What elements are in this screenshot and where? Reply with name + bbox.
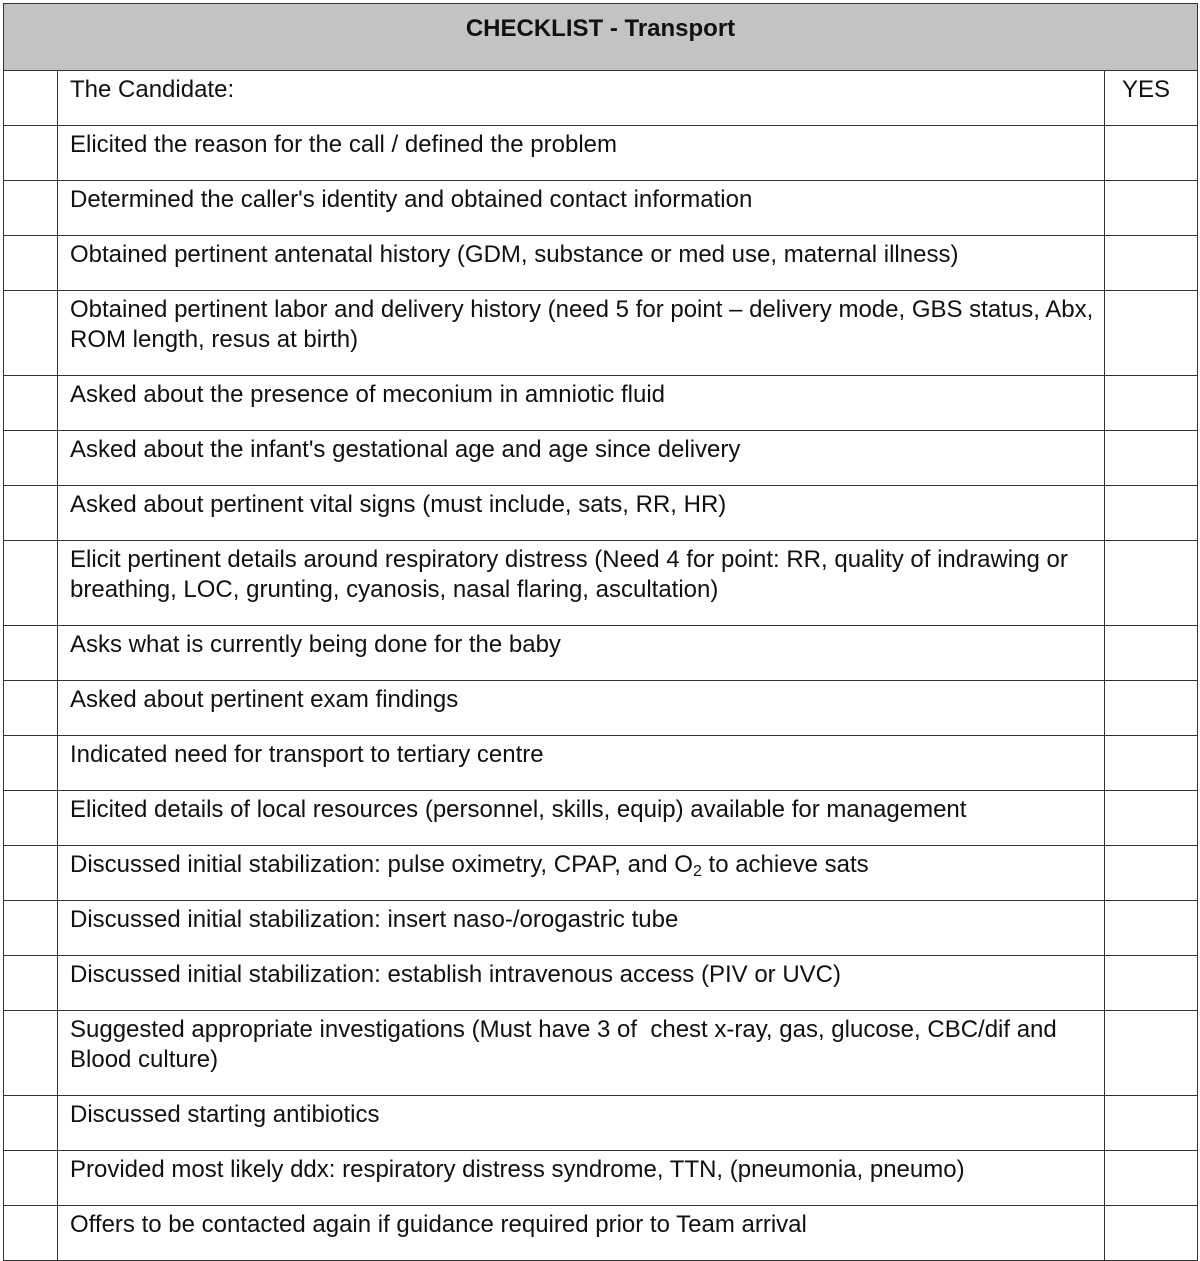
row-number-cell — [4, 486, 58, 541]
item-text: Asked about the presence of meconium in amniotic fluid — [70, 381, 665, 408]
item-text: Asked about pertinent vital signs (must include, sats, RR, HR) — [70, 491, 727, 518]
yes-cell[interactable] — [1105, 126, 1198, 181]
item-cell — [58, 626, 1105, 681]
row-number-cell — [4, 126, 58, 181]
row-number-cell — [4, 1206, 58, 1261]
item-text: Determined the caller's identity and obtained contact information — [70, 186, 753, 213]
table-row — [4, 181, 1198, 236]
yes-cell[interactable] — [1105, 486, 1198, 541]
item-text: Indicated need for transport to tertiary centre — [70, 741, 544, 768]
table-row — [4, 901, 1198, 956]
table-row — [4, 626, 1198, 681]
item-text: Elicited details of local resources (personnel, skills, equip) available for management — [70, 796, 967, 823]
row-number-cell — [4, 291, 58, 376]
yes-header-cell — [1105, 71, 1198, 126]
item-cell — [58, 1206, 1105, 1261]
row-number-cell — [4, 541, 58, 626]
item-text: Discussed starting antibiotics — [70, 1101, 380, 1128]
checklist-title: CHECKLIST - Transport — [4, 4, 1198, 71]
table-row — [4, 376, 1198, 431]
item-text: Asked about pertinent exam findings — [70, 686, 459, 713]
table-row — [4, 236, 1198, 291]
yes-cell[interactable] — [1105, 1206, 1198, 1261]
yes-cell[interactable] — [1105, 431, 1198, 486]
item-cell — [58, 1151, 1105, 1206]
item-cell — [58, 1011, 1105, 1096]
table-row — [4, 431, 1198, 486]
item-text: Discussed initial stabilization: establish intravenous access (PIV or UVC) — [70, 961, 841, 988]
row-number-cell — [4, 736, 58, 791]
table-row — [4, 956, 1198, 1011]
row-number-cell — [4, 1096, 58, 1151]
row-number-cell — [4, 956, 58, 1011]
yes-cell[interactable] — [1105, 1151, 1198, 1206]
yes-cell[interactable] — [1105, 791, 1198, 846]
yes-cell[interactable] — [1105, 376, 1198, 431]
yes-cell[interactable] — [1105, 736, 1198, 791]
yes-cell[interactable] — [1105, 681, 1198, 736]
row-number-cell — [4, 1151, 58, 1206]
table-row — [4, 291, 1198, 376]
item-cell — [58, 181, 1105, 236]
table-row — [4, 1206, 1198, 1261]
row-number-cell — [4, 431, 58, 486]
row-number-cell — [4, 681, 58, 736]
yes-cell[interactable] — [1105, 181, 1198, 236]
item-text — [58, 846, 1104, 880]
row-number-cell — [4, 846, 58, 901]
table-row — [4, 126, 1198, 181]
item-text: Discussed initial stabilization: insert naso-/orogastric tube — [70, 906, 679, 933]
row-number-cell — [4, 901, 58, 956]
candidate-label-cell — [58, 71, 1105, 126]
oxygen-subscript: 2 — [692, 863, 702, 880]
item-cell — [58, 376, 1105, 431]
table-row — [4, 486, 1198, 541]
row-number-cell — [4, 376, 58, 431]
item-cell — [58, 291, 1105, 376]
row-number-cell — [4, 181, 58, 236]
yes-cell[interactable] — [1105, 1011, 1198, 1096]
table-row — [4, 541, 1198, 626]
row-number-cell — [4, 1011, 58, 1096]
yes-cell[interactable] — [1105, 541, 1198, 626]
item-cell — [58, 1096, 1105, 1151]
title-row — [4, 4, 1198, 71]
item-cell — [58, 901, 1105, 956]
item-cell — [58, 736, 1105, 791]
item-cell — [58, 126, 1105, 181]
item-cell — [58, 236, 1105, 291]
yes-cell[interactable] — [1105, 956, 1198, 1011]
yes-cell[interactable] — [1105, 901, 1198, 956]
item-text: Offers to be contacted again if guidance required prior to Team arrival — [70, 1211, 807, 1238]
table-row — [4, 1096, 1198, 1151]
item-cell — [58, 791, 1105, 846]
item-text: Elicit pertinent details around respiratory distress (Need 4 for point: RR, quality of indrawing or breathing, LOC, grunting, cyanosis, nasal flaring, ascultation) — [70, 546, 1075, 603]
item-text: Provided most likely ddx: respiratory distress syndrome, TTN, (pneumonia, pneumo) — [70, 1156, 965, 1183]
checklist-table — [3, 3, 1198, 1261]
item-cell — [58, 681, 1105, 736]
table-row — [4, 681, 1198, 736]
table-row — [4, 791, 1198, 846]
table-row — [4, 736, 1198, 791]
row-number-cell — [4, 71, 58, 126]
row-number-cell — [4, 236, 58, 291]
item-text-after: to achieve sats — [701, 851, 869, 878]
item-cell — [58, 956, 1105, 1011]
table-row — [4, 1011, 1198, 1096]
row-number-cell — [4, 791, 58, 846]
header-row — [4, 71, 1198, 126]
row-number-cell — [4, 626, 58, 681]
item-cell — [58, 431, 1105, 486]
item-text-before: Discussed initial stabilization: pulse oximetry, CPAP, and O — [70, 851, 693, 878]
item-cell — [58, 486, 1105, 541]
item-text: Obtained pertinent antenatal history (GDM, substance or med use, maternal illness) — [70, 241, 959, 268]
yes-cell[interactable] — [1105, 236, 1198, 291]
table-row — [4, 1151, 1198, 1206]
item-text: Elicited the reason for the call / defined the problem — [70, 131, 617, 158]
yes-cell[interactable] — [1105, 846, 1198, 901]
candidate-label: The Candidate: — [70, 76, 235, 103]
item-text: Suggested appropriate investigations (Must have 3 of chest x-ray, gas, glucose, CBC/dif and Blood culture) — [70, 1016, 1064, 1073]
item-cell — [58, 846, 1105, 901]
yes-cell[interactable] — [1105, 291, 1198, 376]
item-text: Obtained pertinent labor and delivery history (need 5 for point – delivery mode, GBS status, Abx, ROM length, resus at birth) — [70, 296, 1100, 353]
item-text: Asked about the infant's gestational age and age since delivery — [70, 436, 741, 463]
table-row — [4, 846, 1198, 901]
yes-label: YES — [1122, 76, 1171, 103]
yes-cell[interactable] — [1105, 1096, 1198, 1151]
item-text: Asks what is currently being done for the baby — [70, 631, 561, 658]
yes-cell[interactable] — [1105, 626, 1198, 681]
item-cell — [58, 541, 1105, 626]
